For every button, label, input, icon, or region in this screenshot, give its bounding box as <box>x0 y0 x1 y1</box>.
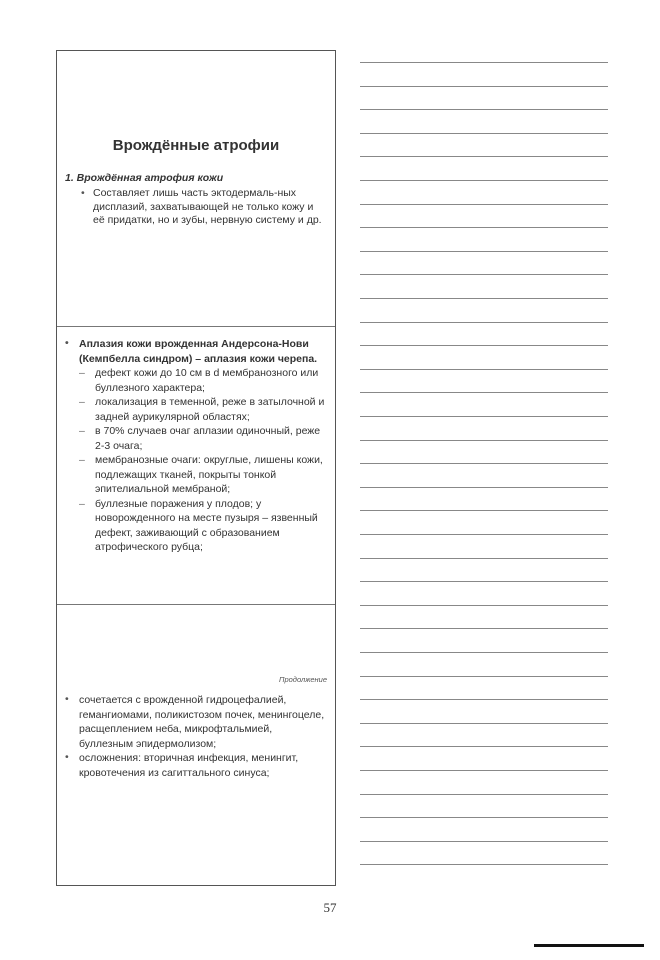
list-item <box>61 366 327 395</box>
note-line <box>360 180 608 181</box>
item-text: мембранозные очаги: округлые, лишены кожи, подлежащих тканей, покрыты тонкой эпителиальной мембраной; <box>95 454 323 495</box>
note-line <box>360 62 608 63</box>
list-item <box>61 497 327 555</box>
list-item <box>61 424 327 453</box>
note-line <box>360 746 608 747</box>
note-line <box>360 322 608 323</box>
note-line <box>360 204 608 205</box>
bullet-icon: • <box>81 187 85 199</box>
note-line <box>360 274 608 275</box>
note-line <box>360 416 608 417</box>
note-line <box>360 86 608 87</box>
list-item <box>61 453 327 497</box>
dash-icon: – <box>79 425 85 437</box>
section-heading: 1. Врождённая атрофия кожи <box>65 172 224 184</box>
page-number: 57 <box>323 900 337 915</box>
note-line <box>360 817 608 818</box>
item-text: локализация в теменной, реже в затылочной и задней аурикулярной областях; <box>95 396 325 423</box>
note-line <box>360 440 608 441</box>
dash-icon: – <box>79 396 85 408</box>
list-item <box>61 751 327 780</box>
list-item <box>61 395 327 424</box>
bullet-text: Составляет лишь часть эктодермаль-ных дисплазий, захватывающей не только кожу и её придатки, но и зубы, нервную систему и др. <box>93 187 322 226</box>
note-line <box>360 369 608 370</box>
note-line <box>360 676 608 677</box>
note-line <box>360 605 608 606</box>
slide-3-content <box>61 693 327 780</box>
note-line <box>360 723 608 724</box>
note-line <box>360 463 608 464</box>
item-text: в 70% случаев очаг аплазии одиночный, реже 2-3 очага; <box>95 425 321 452</box>
slide-2-content <box>61 337 327 555</box>
bullet-icon: • <box>65 693 69 705</box>
note-line <box>360 510 608 511</box>
corner-bar <box>534 944 644 947</box>
bullet-icon: • <box>65 751 69 763</box>
note-line <box>360 227 608 228</box>
list-heading <box>61 337 327 366</box>
note-line <box>360 864 608 865</box>
note-line <box>360 628 608 629</box>
list-item <box>61 693 327 751</box>
continuation-label: Продолжение <box>279 675 327 684</box>
note-line <box>360 534 608 535</box>
note-line <box>360 109 608 110</box>
note-line <box>360 699 608 700</box>
bullet-icon: • <box>65 337 69 349</box>
dash-icon: – <box>79 367 85 379</box>
note-line <box>360 251 608 252</box>
note-line <box>360 156 608 157</box>
slide-title: Врождённые атрофии <box>112 137 280 154</box>
heading-text: Аплазия кожи врожденная Андерсона-Нови (Кемпбелла синдром) – аплазия кожи черепа. <box>79 338 318 365</box>
note-line <box>360 794 608 795</box>
dash-icon: – <box>79 454 85 466</box>
note-line <box>360 392 608 393</box>
note-line <box>360 652 608 653</box>
slide-2 <box>57 327 335 605</box>
note-line <box>360 298 608 299</box>
item-text: буллезные поражения у плодов; у новорожденного на месте пузыря – язвенный дефект, заживающий с образованием атрофического рубца; <box>95 497 318 553</box>
note-line <box>360 841 608 842</box>
note-line <box>360 345 608 346</box>
dash-icon: – <box>79 497 85 510</box>
slides-column <box>56 50 336 886</box>
note-line <box>360 133 608 134</box>
note-line <box>360 581 608 582</box>
note-line <box>360 770 608 771</box>
note-line <box>360 487 608 488</box>
item-text: дефект кожи до 10 см в d мембранозного или буллезного характера; <box>95 367 319 394</box>
item-text: сочетается с врожденной гидроцефалией, гемангиомами, поликистозом почек, менингоцеле, расщеплением неба, микрофтальмией, буллезным эпидермолизом; <box>79 694 325 750</box>
slide-3 <box>57 605 335 885</box>
slide-1 <box>57 51 335 327</box>
item-text: осложнения: вторичная инфекция, менингит, кровотечения из сагиттального синуса; <box>79 752 299 779</box>
note-line <box>360 558 608 559</box>
